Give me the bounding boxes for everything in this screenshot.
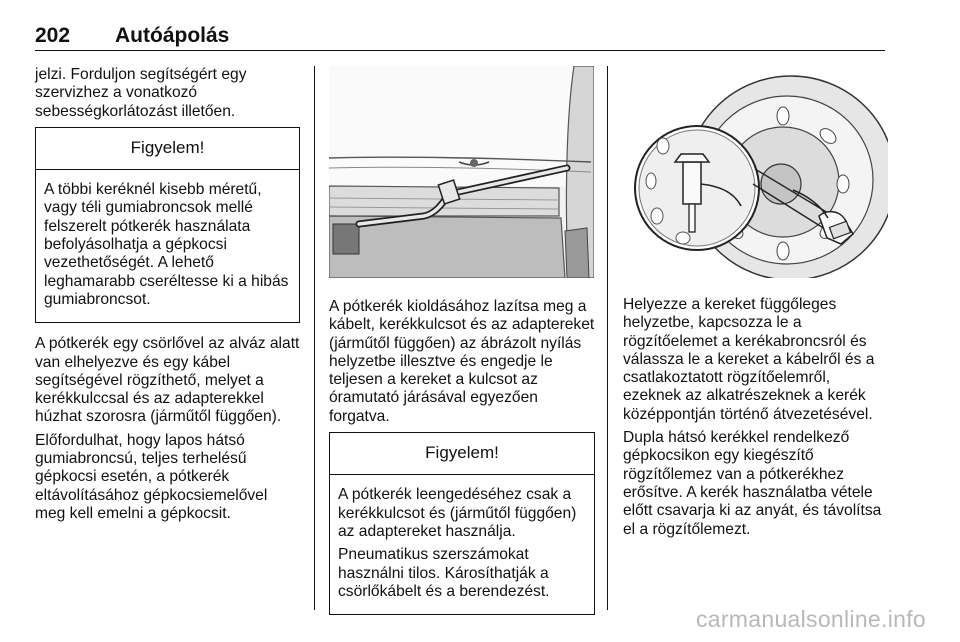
- column-1: [35, 66, 300, 528]
- watermark: carmanualsonline.info: [695, 606, 926, 632]
- paragraph-position-wheel: Helyezze a kereket függőleges helyzetbe, kapcsozza le a rögzítőelemet a kerékabroncsról és válassza le a kereket a kábelről és a csatlakoztatott rögzítőelemről, ezeknek az alkatrészeknek a kerék középpontján történő átvezetésével.: [623, 296, 875, 423]
- warning-heading: Figyelem!: [330, 433, 594, 475]
- warning-text-1: A pótkerék leengedéséhez csak a kerékkulcsot és (járműtől függően) az adaptereket használja.: [338, 486, 577, 540]
- paragraph-dual-rear-wheels: Dupla hátsó kerékkel rendelkező gépkocsikon egy kiegészítő rögzítőlemez van a pótkerékhez erősítve. A kerék használatba vétele előtt csavarja ki az anyát, és távolítsa el a rögzítőlemezt.: [623, 429, 882, 538]
- bumper-wrench-illustration: [329, 66, 594, 278]
- column-2: [329, 66, 595, 627]
- spare-wheel-illustration: [623, 66, 888, 278]
- page-number: 202: [35, 24, 71, 47]
- warning-body: [330, 475, 594, 614]
- paragraph-release-spare: A pótkerék kioldásához lazítsa meg a kábelt, kerékkulcsot és az adaptereket (járműtől függően) az ábrázolt nyílás helyzetbe illesztve és engedje le teljesen a kereket a kulcsot az óramutató járásával egyezően forgatva.: [329, 298, 595, 425]
- warning-box-1: [35, 127, 300, 323]
- warning-text: A többi keréknél kisebb méretű, vagy téli gumiabroncsok mellé felszerelt pótkerék használata befolyásolhatja a gépkocsi vezethetőségét. A lehető leghamarabb cseréltesse ki a hibás gumiabroncsot.: [44, 181, 289, 308]
- warning-box-2: [329, 432, 595, 615]
- warning-text-2: Pneumatikus szerszámokat használni tilos. Károsíthatják a csörlőkábelt és a berendezést.: [338, 546, 550, 600]
- column-divider-1: [314, 66, 315, 610]
- column-3: [623, 66, 888, 544]
- intro-paragraph: jelzi. Forduljon segítségért egy szervizhez a vonatkozó sebességkorlátozást illetően.: [35, 66, 247, 120]
- header-rule: [35, 50, 885, 51]
- page-header: [35, 18, 885, 52]
- column-divider-2: [607, 66, 608, 610]
- section-title: Autóápolás: [115, 24, 230, 47]
- paragraph-jack-note: Előfordulhat, hogy lapos hátsó gumiabroncsú, teljes terhelésű gépkocsi esetén, a pótkerék eltávolításához gépkocsiemelővel meg kell emelni a gépkocsit.: [35, 431, 268, 522]
- paragraph-spare-wheel-winch: A pótkerék egy csörlővel az alváz alatt van elhelyezve és egy kábel segítségével rögzíthető, melyet a kerékkulccsal és az adapterekkel húzhat szorosra (járműtől függően).: [35, 335, 300, 426]
- warning-body: [36, 170, 299, 322]
- warning-heading: Figyelem!: [36, 128, 299, 170]
